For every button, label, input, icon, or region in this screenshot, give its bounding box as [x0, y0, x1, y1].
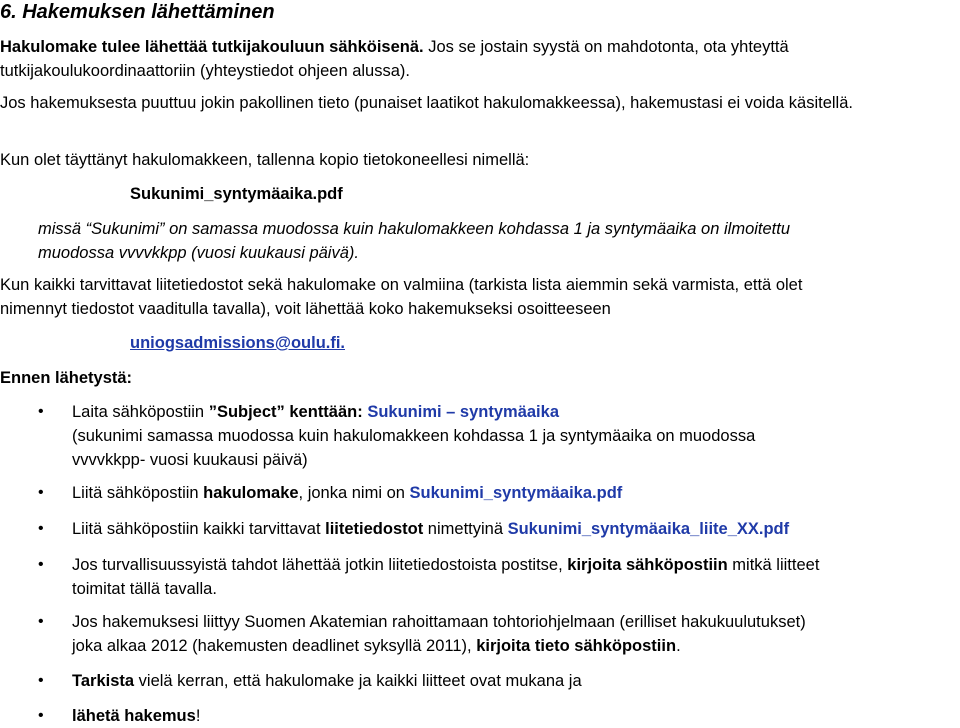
list-item-part: kirjoita sähköpostiin [567, 556, 728, 574]
before-sending-label: Ennen lähetystä: [0, 369, 133, 387]
list-item-text [72, 553, 958, 601]
attachment-filename: Sukunimi_syntymäaika_liite_XX.pdf [507, 520, 790, 538]
list-item-part: liitetiedostot [325, 520, 424, 538]
list-item-part: Liitä sähköpostiin [72, 484, 204, 502]
list-item-text [72, 481, 958, 505]
list-item-part: ! [195, 707, 201, 725]
save-copy-paragraph: Kun olet täyttänyt hakulomakkeen, tallenna kopio tietokoneellesi nimellä: [0, 151, 530, 169]
send-paragraph [0, 273, 958, 321]
bullet-icon: • [38, 613, 44, 630]
bullet-icon: • [38, 484, 44, 501]
bullet-icon: • [38, 672, 44, 689]
subject-label: ”Subject” [208, 403, 285, 421]
list-item-line: (sukunimi samassa muodossa kuin hakulomakkeen kohdassa 1 ja syntymäaika on muodossa [72, 427, 756, 445]
list-item-line: vvvvkkpp- vuosi kuukausi päivä) [72, 451, 308, 469]
filename-note-line-1: missä “Sukunimi” on samassa muodossa kuin hakulomakkeen kohdassa 1 ja syntymäaika on ilmoitettu [38, 220, 791, 238]
intro-paragraph [0, 35, 958, 83]
list-item-text [72, 517, 958, 541]
send-paragraph-line-1: Kun kaikki tarvittavat liitetiedostot sekä hakulomake on valmiina (tarkista lista aiemmin sekä varmista, että olet [0, 276, 803, 294]
list-item-line: toimitat tällä tavalla. [72, 580, 217, 598]
list-item-part: joka alkaa 2012 (hakemusten deadlinet syksyllä 2011), [72, 637, 477, 655]
section-heading: 6. Hakemuksen lähettäminen [0, 1, 275, 23]
filename-note [38, 217, 938, 265]
list-item-part: vielä kerran, että hakulomake ja kaikki liitteet ovat mukana ja [134, 672, 582, 690]
intro-text: Jos se jostain syystä on mahdotonta, ota yhteyttä tutkijakoulukoordinaattoriin (yhteystiedot ohjeen alussa). [0, 38, 789, 80]
email-address[interactable]: uniogsadmissions@oulu.fi. [130, 334, 346, 352]
list-item-part: Tarkista [72, 672, 135, 690]
bullet-icon: • [38, 520, 44, 537]
list-item-part: kenttään: [284, 403, 368, 421]
filename-note-line-2: muodossa vvvvkkpp (vuosi kuukausi päivä). [38, 244, 359, 262]
list-item-part: . [676, 637, 681, 655]
filename-example: Sukunimi_syntymäaika.pdf [130, 185, 343, 203]
list-item-text [72, 400, 958, 472]
list-item-part: Jos turvallisuussyistä tahdot lähettää jotkin liitetiedostoista postitse, [72, 556, 568, 574]
list-item-part: mitkä liitteet [727, 556, 820, 574]
list-item-text [72, 610, 958, 658]
list-item-part: Laita sähköpostiin [72, 403, 209, 421]
bullet-icon: • [38, 556, 44, 573]
missing-info-paragraph: Jos hakemuksesta puuttuu jokin pakollinen tieto (punaiset laatikot hakulomakkeessa), hakemustasi ei voida käsitellä. [0, 94, 853, 112]
send-paragraph-line-2: nimennyt tiedostot vaaditulla tavalla), voit lähettää koko hakemukseksi osoitteeseen [0, 300, 611, 318]
list-item-text [72, 704, 958, 728]
intro-bold-text: Hakulomake tulee lähettää tutkijakouluun sähköisenä. [0, 38, 424, 56]
list-item-text [72, 669, 958, 693]
list-item-part: , jonka nimi on [298, 484, 410, 502]
list-item-part: nimettyinä [423, 520, 508, 538]
list-item-line: Jos hakemuksesi liittyy Suomen Akatemian rahoittamaan tohtoriohjelmaan (erilliset hakukuulutukset) [72, 613, 806, 631]
subject-format: Sukunimi – syntymäaika [367, 403, 559, 421]
list-item-part: kirjoita tieto sähköpostiin [476, 637, 677, 655]
bullet-icon: • [38, 707, 44, 724]
bullet-icon: • [38, 403, 44, 420]
list-item-part: lähetä hakemus [72, 707, 196, 725]
form-filename: Sukunimi_syntymäaika.pdf [409, 484, 623, 502]
list-item-part: hakulomake [203, 484, 299, 502]
email-address-link[interactable] [130, 331, 345, 355]
list-item-part: Liitä sähköpostiin kaikki tarvittavat [72, 520, 326, 538]
